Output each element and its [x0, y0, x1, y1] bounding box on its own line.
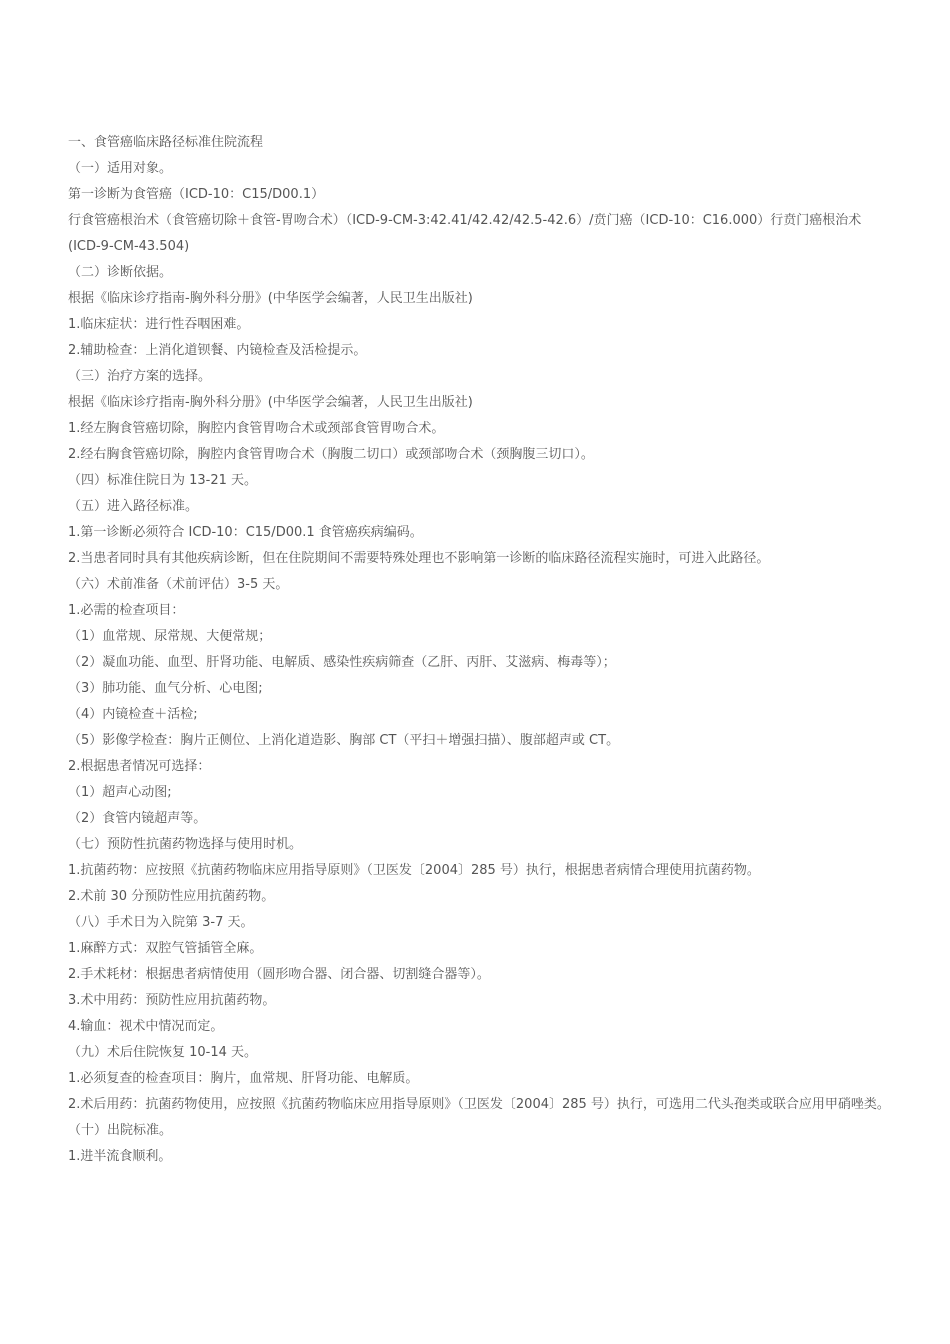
list-item: 2.经右胸食管癌切除，胸腔内食管胃吻合术（胸腹二切口）或颈部吻合术（颈胸腹三切口）。 — [68, 447, 594, 462]
subsection-heading: （六）术前准备（术前评估）3-5 天。 — [68, 577, 289, 592]
list-item: 2.术后用药：抗菌药物使用，应按照《抗菌药物临床应用指导原则》（卫医发〔2004〕285 号）执行，可选用二代头孢类或联合应用甲硝唑类。 — [68, 1097, 890, 1112]
list-item: 1.必须复查的检查项目：胸片，血常规、肝肾功能、电解质。 — [68, 1071, 419, 1086]
sub-list-item: （5）影像学检查：胸片正侧位、上消化道造影、胸部 CT（平扫＋增强扫描）、腹部超声或 CT。 — [68, 733, 620, 748]
list-item: 2.术前 30 分预防性应用抗菌药物。 — [68, 889, 275, 904]
list-item: 1.第一诊断必须符合 ICD-10：C15/D00.1 食管癌疾病编码。 — [68, 525, 423, 540]
subsection-heading: （八）手术日为入院第 3-7 天。 — [68, 915, 254, 930]
subsection-heading: （三）治疗方案的选择。 — [68, 369, 212, 384]
list-item: 3.术中用药：预防性应用抗菌药物。 — [68, 993, 276, 1008]
list-item: 1.经左胸食管癌切除，胸腔内食管胃吻合术或颈部食管胃吻合术。 — [68, 421, 445, 436]
paragraph: 根据《临床诊疗指南-胸外科分册》(中华医学会编著，人民卫生出版社) — [68, 395, 473, 410]
list-item: 1.抗菌药物：应按照《抗菌药物临床应用指导原则》（卫医发〔2004〕285 号）执行，根据患者病情合理使用抗菌药物。 — [68, 863, 760, 878]
list-item: 1.必需的检查项目： — [68, 603, 185, 618]
list-item: 2.根据患者情况可选择： — [68, 759, 211, 774]
paragraph: 第一诊断为食管癌（ICD-10：C15/D00.1） — [68, 187, 325, 202]
list-item: 2.当患者同时具有其他疾病诊断，但在住院期间不需要特殊处理也不影响第一诊断的临床路径流程实施时，可进入此路径。 — [68, 551, 770, 566]
subsection-heading: （七）预防性抗菌药物选择与使用时机。 — [68, 837, 303, 852]
sub-list-item: （1）超声心动图; — [68, 785, 172, 800]
list-item: 2.辅助检查：上消化道钡餐、内镜检查及活检提示。 — [68, 343, 367, 358]
list-item: 2.手术耗材：根据患者病情使用（圆形吻合器、闭合器、切割缝合器等）。 — [68, 967, 490, 982]
document-body — [68, 130, 890, 1170]
paragraph: 行食管癌根治术（食管癌切除＋食管-胃吻合术）（ICD-9-CM-3:42.41/42.42/42.5-42.6）/贲门癌（ICD-10：C16.000）行贲门癌根治术(ICD-9-CM-43.504) — [68, 213, 862, 254]
list-item: 1.临床症状：进行性吞咽困难。 — [68, 317, 250, 332]
section-heading: 一、食管癌临床路径标准住院流程 — [68, 135, 264, 150]
subsection-heading: （一）适用对象。 — [68, 161, 173, 176]
subsection-heading: （十）出院标准。 — [68, 1123, 173, 1138]
sub-list-item: （2）凝血功能、血型、肝肾功能、电解质、感染性疾病筛查（乙肝、丙肝、艾滋病、梅毒等）； — [68, 655, 616, 670]
list-item: 1.麻醉方式：双腔气管插管全麻。 — [68, 941, 263, 956]
subsection-heading: （二）诊断依据。 — [68, 265, 173, 280]
list-item: 4.输血：视术中情况而定。 — [68, 1019, 224, 1034]
paragraph: 根据《临床诊疗指南-胸外科分册》(中华医学会编著，人民卫生出版社) — [68, 291, 473, 306]
sub-list-item: （1）血常规、尿常规、大便常规； — [68, 629, 272, 644]
sub-list-item: （4）内镜检查＋活检; — [68, 707, 198, 722]
sub-list-item: （3）肺功能、血气分析、心电图; — [68, 681, 263, 696]
subsection-heading: （九）术后住院恢复 10-14 天。 — [68, 1045, 258, 1060]
sub-list-item: （2）食管内镜超声等。 — [68, 811, 207, 826]
subsection-heading: （五）进入路径标准。 — [68, 499, 199, 514]
subsection-heading: （四）标准住院日为 13-21 天。 — [68, 473, 258, 488]
list-item: 1.进半流食顺利。 — [68, 1149, 172, 1164]
